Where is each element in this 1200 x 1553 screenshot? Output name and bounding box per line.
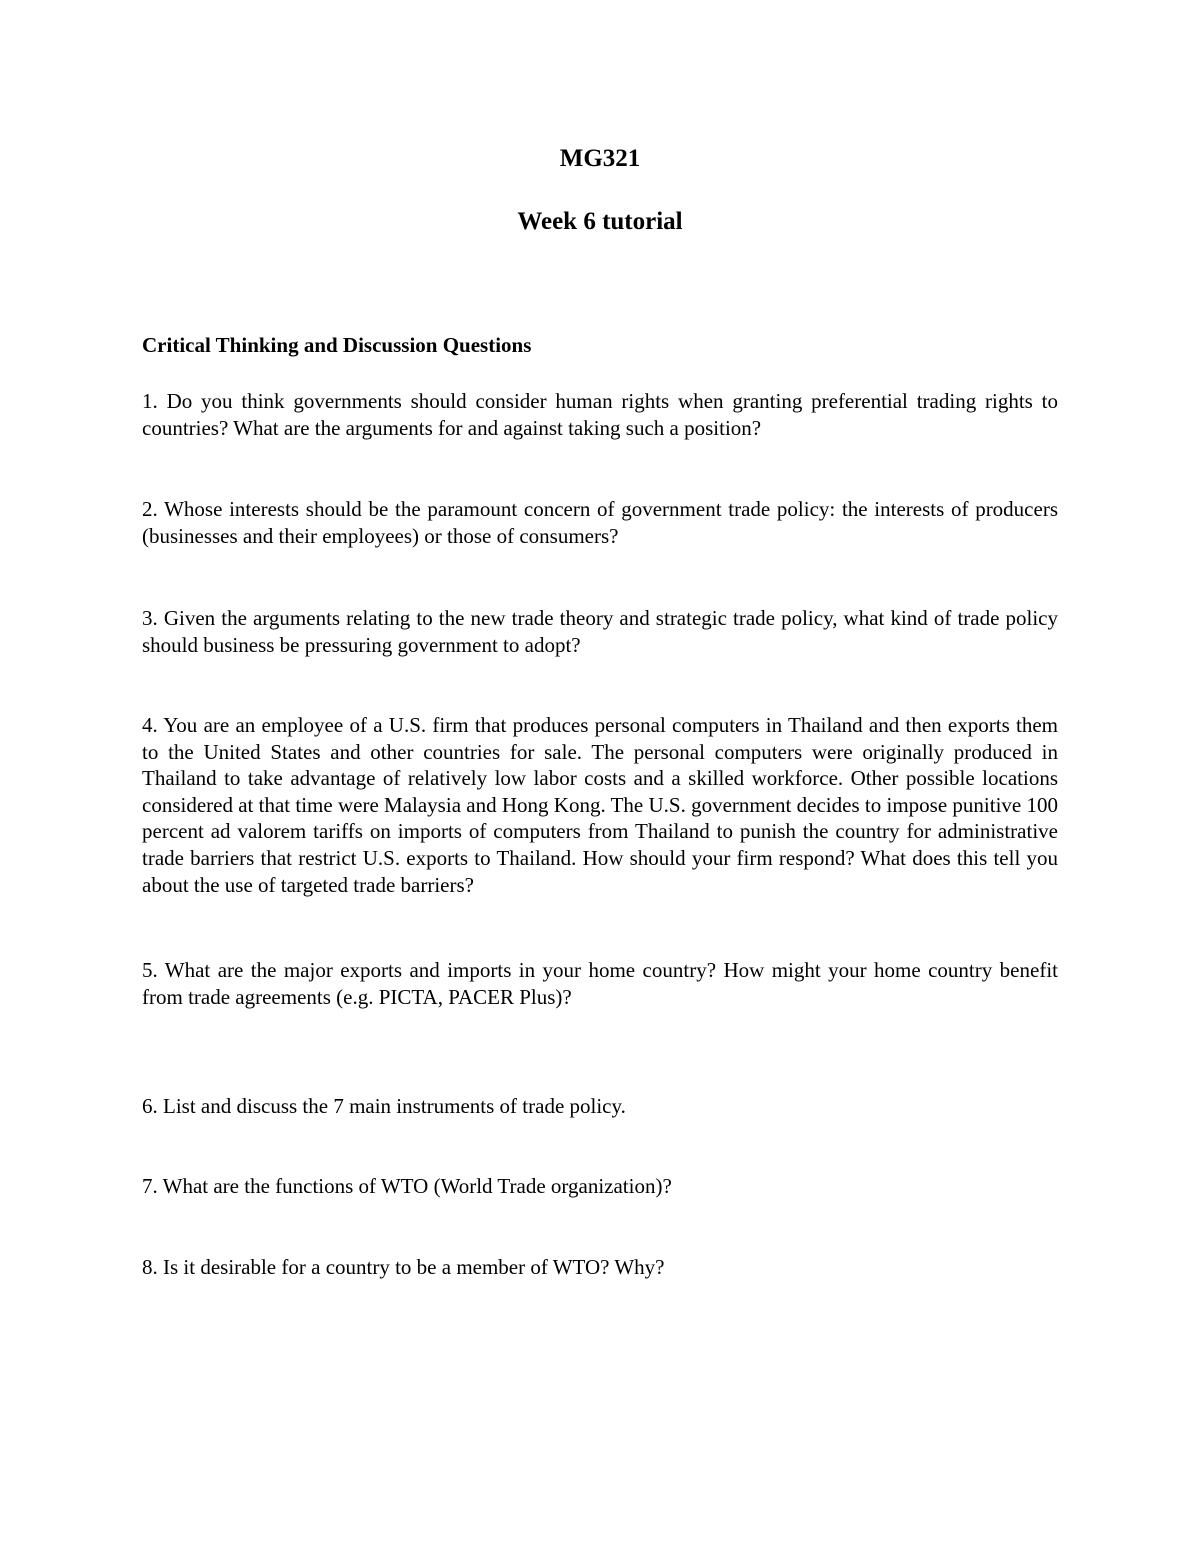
question-7: 7. What are the functions of WTO (World Trade organization)?	[142, 1174, 672, 1198]
question-4: 4. You are an employee of a U.S. firm that produces personal computers in Thailand and then exports them to the United States and other countries for sale. The personal computers were originally produced in Thailand to take advantage of relatively low labor costs and a skilled workforce. Other possible locations considered at that time were Malaysia and Hong Kong. The U.S. government decides to impose punitive 100 percent ad valorem tariffs on imports of computers from Thailand to punish the country for administrative trade barriers that restrict U.S. exports to Thailand. How should your firm respond? What does this tell you about the use of targeted trade barriers?	[142, 713, 1058, 897]
question-6: 6. List and discuss the 7 main instruments of trade policy.	[142, 1094, 626, 1118]
question-3: 3. Given the arguments relating to the new trade theory and strategic trade policy, what kind of trade policy should business be pressuring government to adopt?	[142, 606, 1058, 657]
tutorial-title: Week 6 tutorial	[517, 208, 683, 235]
question-2: 2. Whose interests should be the paramount concern of government trade policy: the interests of producers (businesses and their employees) or those of consumers?	[142, 497, 1058, 548]
course-code: MG321	[559, 145, 641, 172]
question-5: 5. What are the major exports and imports in your home country? How might your home country benefit from trade agreements (e.g. PICTA, PACER Plus)?	[142, 958, 1058, 1009]
question-8: 8. Is it desirable for a country to be a member of WTO? Why?	[142, 1255, 665, 1279]
section-heading: Critical Thinking and Discussion Questions	[142, 333, 532, 357]
question-1: 1. Do you think governments should consider human rights when granting preferential trading rights to countries? What are the arguments for and against taking such a position?	[142, 389, 1058, 440]
